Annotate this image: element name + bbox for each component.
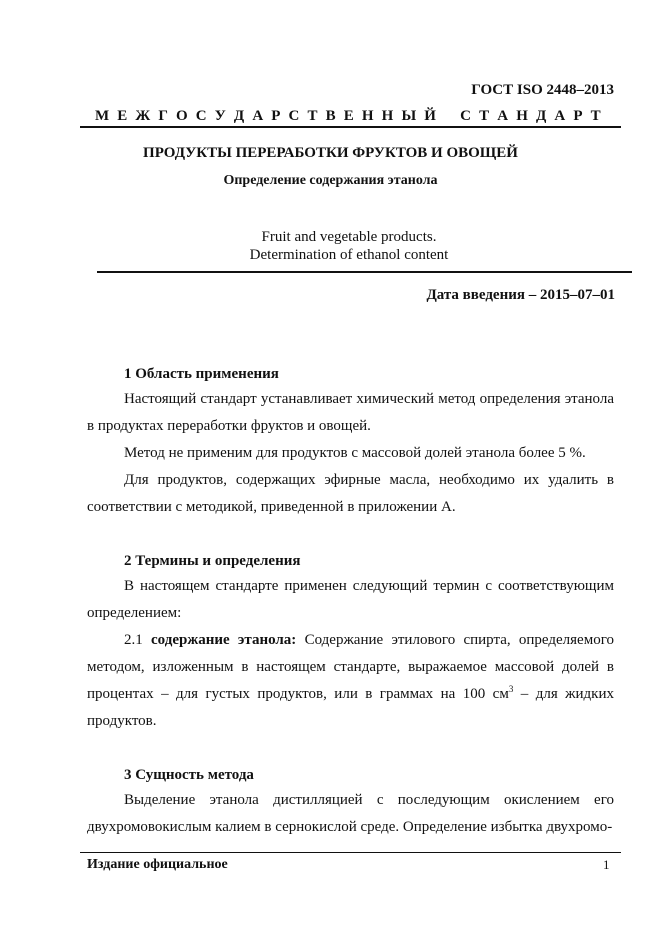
section-3-body — [87, 787, 614, 841]
banner-letter: Н — [516, 108, 528, 124]
section-2-body — [87, 573, 614, 735]
introduction-date: Дата введения – 2015–07–01 — [426, 287, 615, 303]
banner-letter: Т — [307, 108, 318, 124]
banner-letter: С — [460, 108, 472, 124]
english-title-line-1: Fruit and vegetable products. — [261, 229, 437, 245]
term-definition-text-end: – для жидких продуктов. — [87, 686, 615, 729]
title-divider — [97, 271, 632, 273]
standard-code: ГОСТ ISO 2448–2013 — [471, 82, 614, 98]
section-1-paragraph-1: Настоящий стандарт устанавливает химический метод определения этанола в продуктах переработки фруктов и овощей. — [87, 391, 614, 434]
banner-letter: Е — [117, 108, 128, 124]
header-divider — [80, 126, 621, 128]
term-name: содержание этанола: — [151, 632, 297, 648]
banner-letter: Р — [271, 108, 281, 124]
banner-letter: В — [325, 108, 336, 124]
term-definition-text: Содержание этилового спирта, определяемого методом, изложенным в настоящем стандарте, выражаемое массовой долей в процентах – для густых продуктов, или в граммах на 100 см — [87, 632, 614, 702]
section-3-heading: 3 Сущность метода — [124, 767, 254, 783]
banner-letter: Й — [424, 108, 436, 124]
banner-letter: Д — [535, 108, 547, 124]
official-edition-label: Издание официальное — [87, 857, 228, 872]
section-1-heading: 1 Область применения — [124, 366, 279, 382]
banner-letter: С — [288, 108, 300, 124]
document-title: ПРОДУКТЫ ПЕРЕРАБОТКИ ФРУКТОВ И ОВОЩЕЙ — [143, 145, 518, 161]
banner-letter: Н — [361, 108, 374, 124]
banner-letter: Р — [573, 108, 583, 124]
cubic-superscript: 3 — [508, 684, 514, 694]
section-3-paragraph-1: Выделение этанола дистилляцией с последующим окислением его двухромовокислым калием в сернокислой среде. Определение избытка двухромо- — [87, 792, 614, 835]
banner-letter: А — [497, 108, 509, 124]
page-number: 1 — [603, 857, 610, 872]
banner-letter: М — [95, 108, 110, 124]
banner-letter: О — [176, 108, 188, 124]
banner-letter: Ж — [135, 108, 151, 124]
banner-letter: Т — [590, 108, 601, 124]
banner-letter: У — [214, 108, 226, 124]
section-1-paragraph-3: Для продуктов, содержащих эфирные масла, необходимо их удалить в соответствии с методикой, приведенной в приложении А. — [87, 472, 614, 515]
banner-gap — [444, 108, 452, 125]
english-title — [0, 228, 661, 264]
section-1-paragraph-2: Метод не применим для продуктов с массовой долей этанола более 5 %. — [124, 445, 586, 461]
footer-divider — [80, 852, 621, 853]
document-subtitle: Определение содержания этанола — [223, 173, 438, 188]
term-number: 2.1 — [124, 632, 143, 648]
english-title-line-2: Determination of ethanol content — [249, 247, 449, 263]
banner-letter: Д — [233, 108, 245, 124]
banner-letter: Н — [381, 108, 394, 124]
banner-letter: Е — [343, 108, 354, 124]
section-2-heading: 2 Термины и определения — [124, 553, 301, 569]
section-2-paragraph-1: В настоящем стандарте применен следующий термин с соответствующим определением: — [87, 578, 614, 621]
banner-letter: С — [195, 108, 207, 124]
banner-letter: А — [554, 108, 566, 124]
banner-letter: А — [252, 108, 264, 124]
section-1-body — [87, 386, 614, 521]
banner-letter: Т — [479, 108, 490, 124]
section-2-term-definition — [87, 627, 614, 735]
banner-letter: Г — [158, 108, 168, 124]
banner-letter: Ы — [401, 108, 417, 124]
interstate-standard-banner — [95, 108, 601, 125]
